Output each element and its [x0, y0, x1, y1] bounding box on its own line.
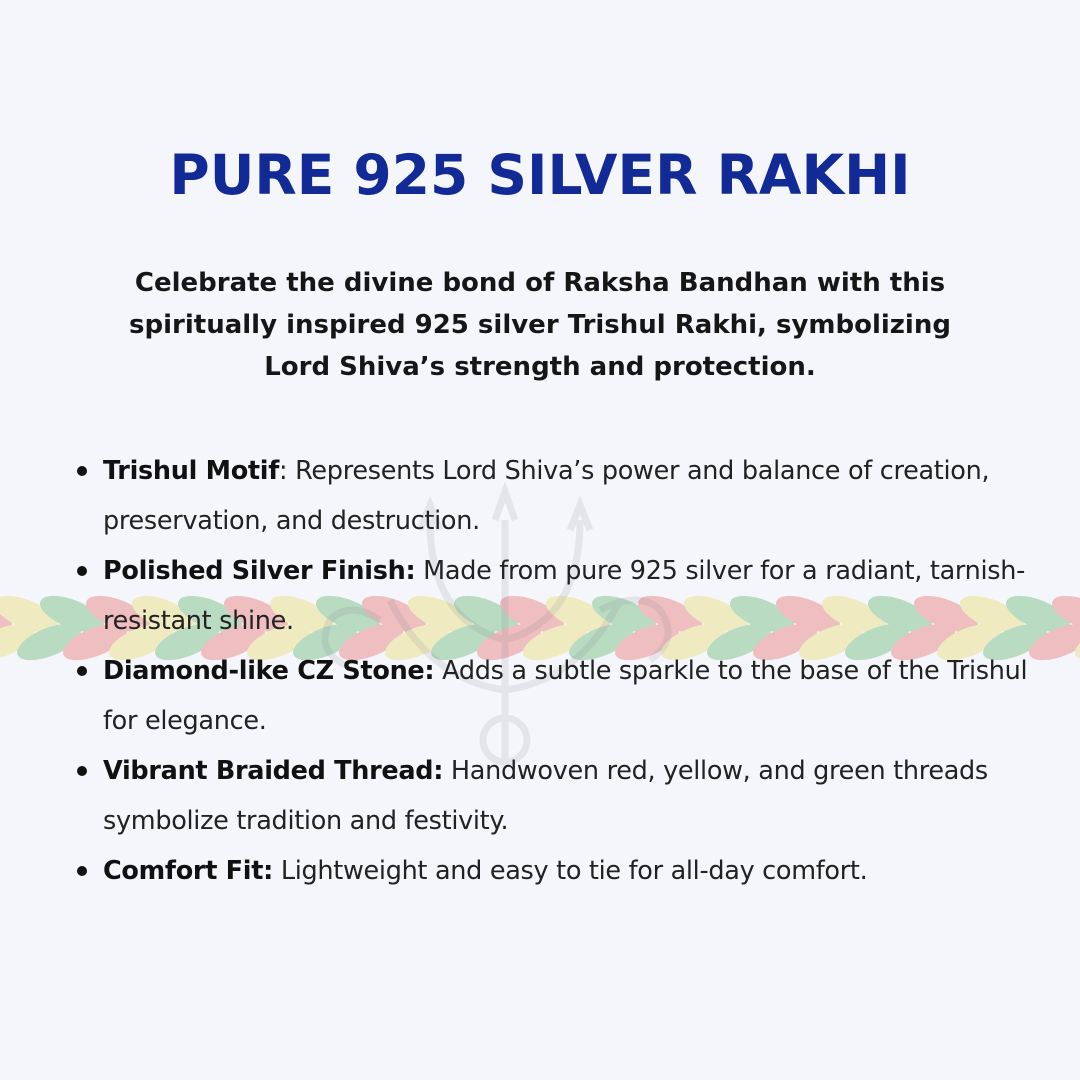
feature-label: Comfort Fit: [103, 856, 274, 886]
feature-label: Polished Silver Finish: [103, 556, 416, 586]
bullet-dot-icon [77, 566, 87, 576]
feature-label: Vibrant Braided Thread: [103, 756, 444, 786]
feature-text: : Represents Lord Shiva’s power and balance of creation, preservation, and destruction. [103, 456, 990, 536]
feature-list [70, 446, 1060, 896]
feature-item [70, 546, 1060, 646]
feature-item [70, 746, 1060, 846]
feature-text: Handwoven red, yellow, and green threads symbolize tradition and festivity. [103, 756, 988, 836]
feature-text: Lightweight and easy to tie for all-day comfort. [273, 856, 868, 886]
feature-item [70, 846, 1060, 896]
feature-label: Diamond-like CZ Stone: [103, 656, 435, 686]
page-title: PURE 925 SILVER RAKHI [169, 143, 911, 207]
bullet-dot-icon [77, 766, 87, 776]
bullet-dot-icon [77, 866, 87, 876]
intro-paragraph: Celebrate the divine bond of Raksha Bandhan with this spiritually inspired 925 silver Trishul Rakhi, symbolizing Lord Shiva’s strength and protection. [129, 268, 951, 382]
bullet-dot-icon [77, 666, 87, 676]
feature-item [70, 646, 1060, 746]
feature-text: Adds a subtle sparkle to the base of the Trishul for elegance. [103, 656, 1028, 736]
feature-text: Made from pure 925 silver for a radiant, tarnish-resistant shine. [103, 556, 1026, 636]
feature-item [70, 446, 1060, 546]
bullet-dot-icon [77, 466, 87, 476]
feature-label: Trishul Motif [103, 456, 280, 486]
